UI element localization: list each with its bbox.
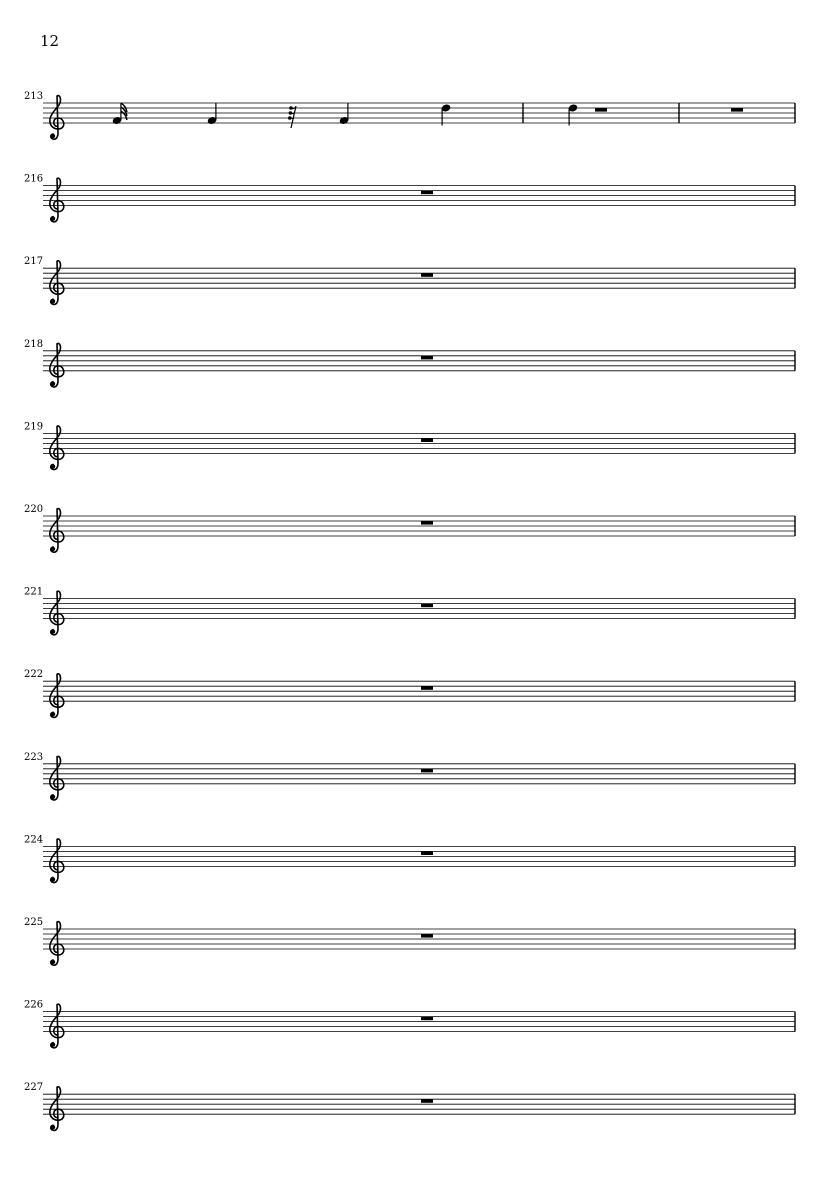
note-quarter	[568, 103, 579, 125]
treble-clef-icon	[50, 261, 64, 305]
treble-clef-icon	[50, 591, 64, 635]
staff-system	[24, 256, 795, 304]
measure-number: 227	[24, 1082, 44, 1094]
whole-rest	[421, 191, 433, 195]
measure-number: 224	[24, 834, 44, 846]
staff-system	[24, 339, 795, 387]
staff-system	[24, 752, 795, 800]
staff-system	[24, 91, 795, 139]
measure-number: 218	[24, 338, 44, 350]
whole-rest	[731, 108, 743, 112]
whole-rest	[421, 604, 433, 608]
staff-system	[24, 669, 795, 717]
measure-number: 217	[24, 256, 44, 268]
staff-system	[24, 421, 795, 469]
measure-number: 226	[24, 999, 44, 1011]
measure-number: 222	[24, 669, 44, 681]
treble-clef-icon	[50, 96, 64, 140]
note-quarter	[339, 103, 350, 125]
treble-clef-icon	[50, 509, 64, 553]
measure-number: 219	[24, 421, 44, 433]
rest-32nd	[288, 106, 296, 128]
whole-rest	[421, 934, 433, 938]
staff-system	[24, 834, 795, 882]
measure-number: 225	[24, 917, 44, 928]
note-quarter	[441, 103, 452, 125]
staff-system	[24, 1000, 795, 1048]
staff-system	[24, 587, 795, 635]
treble-clef-icon	[50, 426, 64, 470]
staff-system	[24, 917, 795, 965]
whole-rest	[421, 851, 433, 855]
whole-rest	[421, 769, 433, 773]
whole-rest	[421, 356, 433, 360]
whole-rest	[421, 1017, 433, 1021]
measure-number: 220	[24, 504, 44, 515]
whole-rest	[595, 108, 607, 112]
whole-rest	[421, 521, 433, 525]
treble-clef-icon	[50, 922, 64, 966]
staff-system	[24, 1082, 795, 1130]
measure-number: 223	[24, 751, 44, 763]
staff-system	[24, 504, 795, 552]
measure-number: 216	[24, 173, 44, 185]
treble-clef-icon	[50, 1087, 64, 1131]
whole-rest	[421, 273, 433, 277]
treble-clef-icon	[50, 343, 64, 387]
page-number: 12	[40, 32, 60, 50]
treble-clef-icon	[50, 756, 64, 800]
treble-clef-icon	[50, 839, 64, 883]
measure-number: 213	[24, 91, 44, 102]
measure-number: 221	[24, 586, 44, 598]
note-32nd	[112, 103, 127, 125]
staff-system	[24, 174, 795, 222]
whole-rest	[421, 686, 433, 690]
whole-rest	[421, 438, 433, 442]
treble-clef-icon	[50, 674, 64, 718]
treble-clef-icon	[50, 178, 64, 222]
whole-rest	[421, 1099, 433, 1103]
treble-clef-icon	[50, 1004, 64, 1048]
note-quarter	[207, 103, 218, 125]
